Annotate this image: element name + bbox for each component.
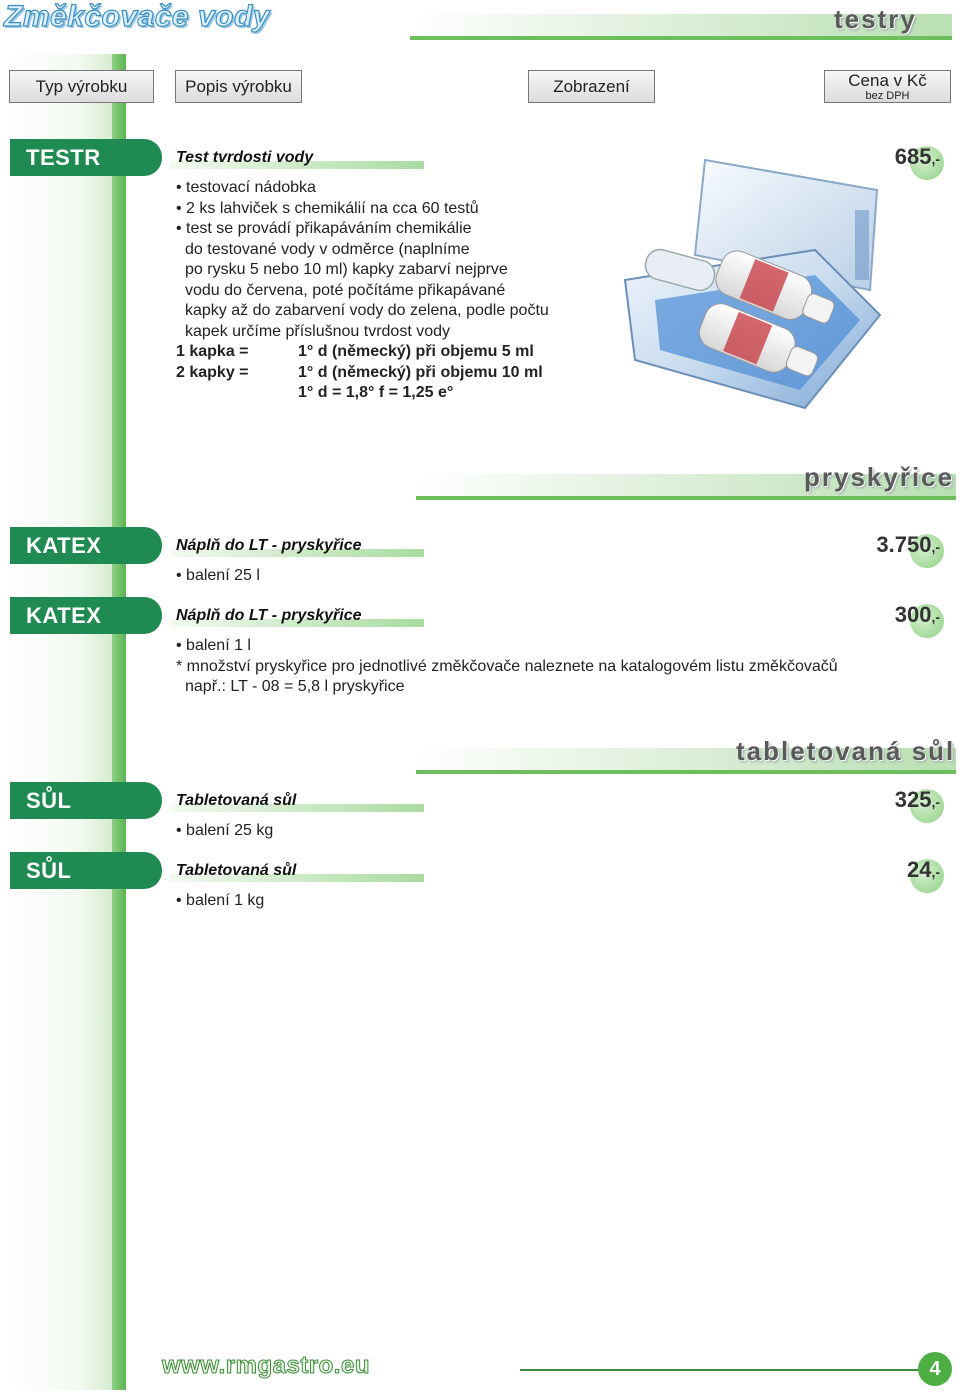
column-header-price: Cena v Kč bez DPH: [824, 70, 951, 103]
product-name: Test tvrdosti vody: [176, 149, 314, 166]
price: 3.750,-: [876, 532, 940, 557]
price: 24,-: [906, 857, 940, 882]
description-line: • test se provádí přikapáváním chemikálie: [176, 220, 472, 237]
description-line: vodu do červena, poté počítáme přikapávané: [185, 282, 506, 299]
column-header-type: Typ výrobku: [9, 70, 154, 103]
section-title-resin: pryskyřice: [804, 462, 955, 492]
description-line: • testovací nádobka: [176, 179, 316, 196]
description-line: kapky až do zabarvení vody do zelena, podle počtu: [185, 302, 549, 319]
price: 685,-: [894, 144, 940, 169]
formula-right: 1° d (německý) při objemu 5 ml: [298, 343, 534, 360]
product-name: Tabletovaná sůl: [176, 862, 297, 879]
description-line: • balení 25 l: [176, 567, 260, 584]
formula-conversion: 1° d = 1,8° f = 1,25 e°: [298, 384, 454, 401]
page-title: Změkčovače vody: [4, 0, 270, 33]
test-kit-image: [615, 150, 890, 412]
column-header-description: Popis výrobku: [175, 70, 302, 103]
footer-website-link[interactable]: www.rmgastro.eu: [162, 1352, 370, 1379]
description-line: do testované vody v odměrce (naplníme: [185, 241, 470, 258]
product-name: Tabletovaná sůl: [176, 792, 297, 809]
product-code-sul: SŮL: [10, 782, 162, 819]
product-code-sul: SŮL: [10, 852, 162, 889]
product-name: Náplň do LT - pryskyřice: [176, 537, 362, 554]
left-green-stripe: [10, 54, 126, 1390]
description-note: např.: LT - 08 = 5,8 l pryskyřice: [185, 678, 405, 695]
price: 325,-: [894, 787, 940, 812]
formula-left: 2 kapky =: [176, 364, 249, 381]
section-title-salt: tabletovaná sůl: [736, 736, 956, 766]
product-code-testr: TESTR: [10, 139, 162, 176]
section-line: [416, 770, 956, 774]
description-line: kapek určíme příslušnou tvrdost vody: [185, 323, 451, 340]
formula-right: 1° d (německý) při objemu 10 ml: [298, 364, 543, 381]
description-line: • balení 25 kg: [176, 822, 274, 839]
description-line: po rysku 5 nebo 10 ml) kapky zabarví nejprve: [185, 261, 508, 278]
product-name: Náplň do LT - pryskyřice: [176, 607, 362, 624]
description-line: • balení 1 l: [176, 637, 251, 654]
description-line: • 2 ks lahviček s chemikálií na cca 60 testů: [176, 200, 479, 217]
product-code-katex: KATEX: [10, 527, 162, 564]
section-title-testry: testry: [834, 4, 917, 34]
left-green-stripe-edge: [112, 54, 126, 1390]
page-number: 4: [918, 1352, 952, 1386]
description-line: • balení 1 kg: [176, 892, 265, 909]
formula-left: 1 kapka =: [176, 343, 249, 360]
section-line: [416, 496, 956, 500]
description-note: * množství pryskyřice pro jednotlivé změkčovače naleznete na katalogovém listu změkčovačů: [176, 658, 838, 675]
column-header-display: Zobrazení: [528, 70, 655, 103]
footer-line: [520, 1369, 920, 1371]
header-line: [410, 36, 952, 40]
price: 300,-: [894, 602, 940, 627]
product-code-katex: KATEX: [10, 597, 162, 634]
